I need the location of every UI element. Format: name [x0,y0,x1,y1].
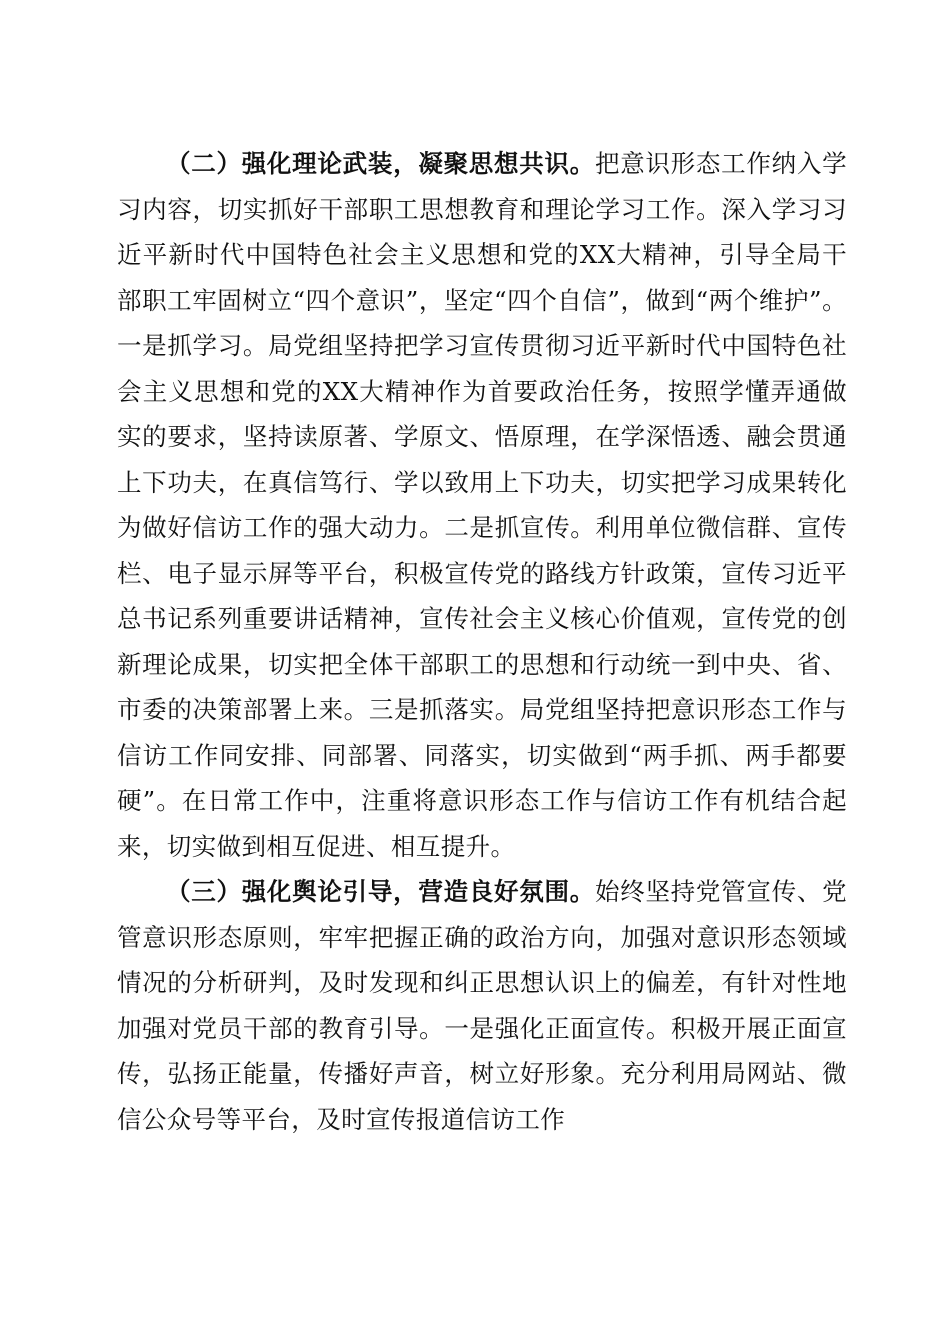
section-heading-3: （三）强化舆论引导，营造良好氛围。 [166,877,595,906]
paragraph-2 [117,141,847,869]
paragraph-text-2: 把意识形态工作纳入学习内容，切实抓好干部职工思想教育和理论学习工作。深入学习习近平新时代中国特色社会主义思想和党的XX大精神，引导全局干部职工牢固树立“四个意识”，坚定“四个自信”，做到“两个维护”。一是抓学习。局党组坚持把学习宣传贯彻习近平新时代中国特色社会主义思想和党的XX大精神作为首要政治任务，按照学懂弄通做实的要求，坚持读原著、学原文、悟原理，在学深悟透、融会贯通上下功夫，在真信笃行、学以致用上下功夫，切实把学习成果转化为做好信访工作的强大动力。二是抓宣传。利用单位微信群、宣传栏、电子显示屏等平台，积极宣传党的路线方针政策，宣传习近平总书记系列重要讲话精神，宣传社会主义核心价值观，宣传党的创新理论成果，切实把全体干部职工的思想和行动统一到中央、省、市委的决策部署上来。三是抓落实。局党组坚持把意识形态工作与信访工作同安排、同部署、同落实，切实做到“两手抓、两手都要硬”。在日常工作中，注重将意识形态工作与信访工作有机结合起来，切实做到相互促进、相互提升。 [117,149,847,861]
paragraph-3 [117,869,847,1142]
paragraph-text-3: 始终坚持党管宣传、党管意识形态原则，牢牢把握正确的政治方向，加强对意识形态领域情况的分析研判，及时发现和纠正思想认识上的偏差，有针对性地加强对党员干部的教育引导。一是强化正面宣传。积极开展正面宣传，弘扬正能量，传播好声音，树立好形象。充分利用局网站、微信公众号等平台，及时宣传报道信访工作 [117,877,847,1134]
document-body [117,141,847,1142]
section-heading-2: （二）强化理论武装，凝聚思想共识。 [166,149,595,178]
